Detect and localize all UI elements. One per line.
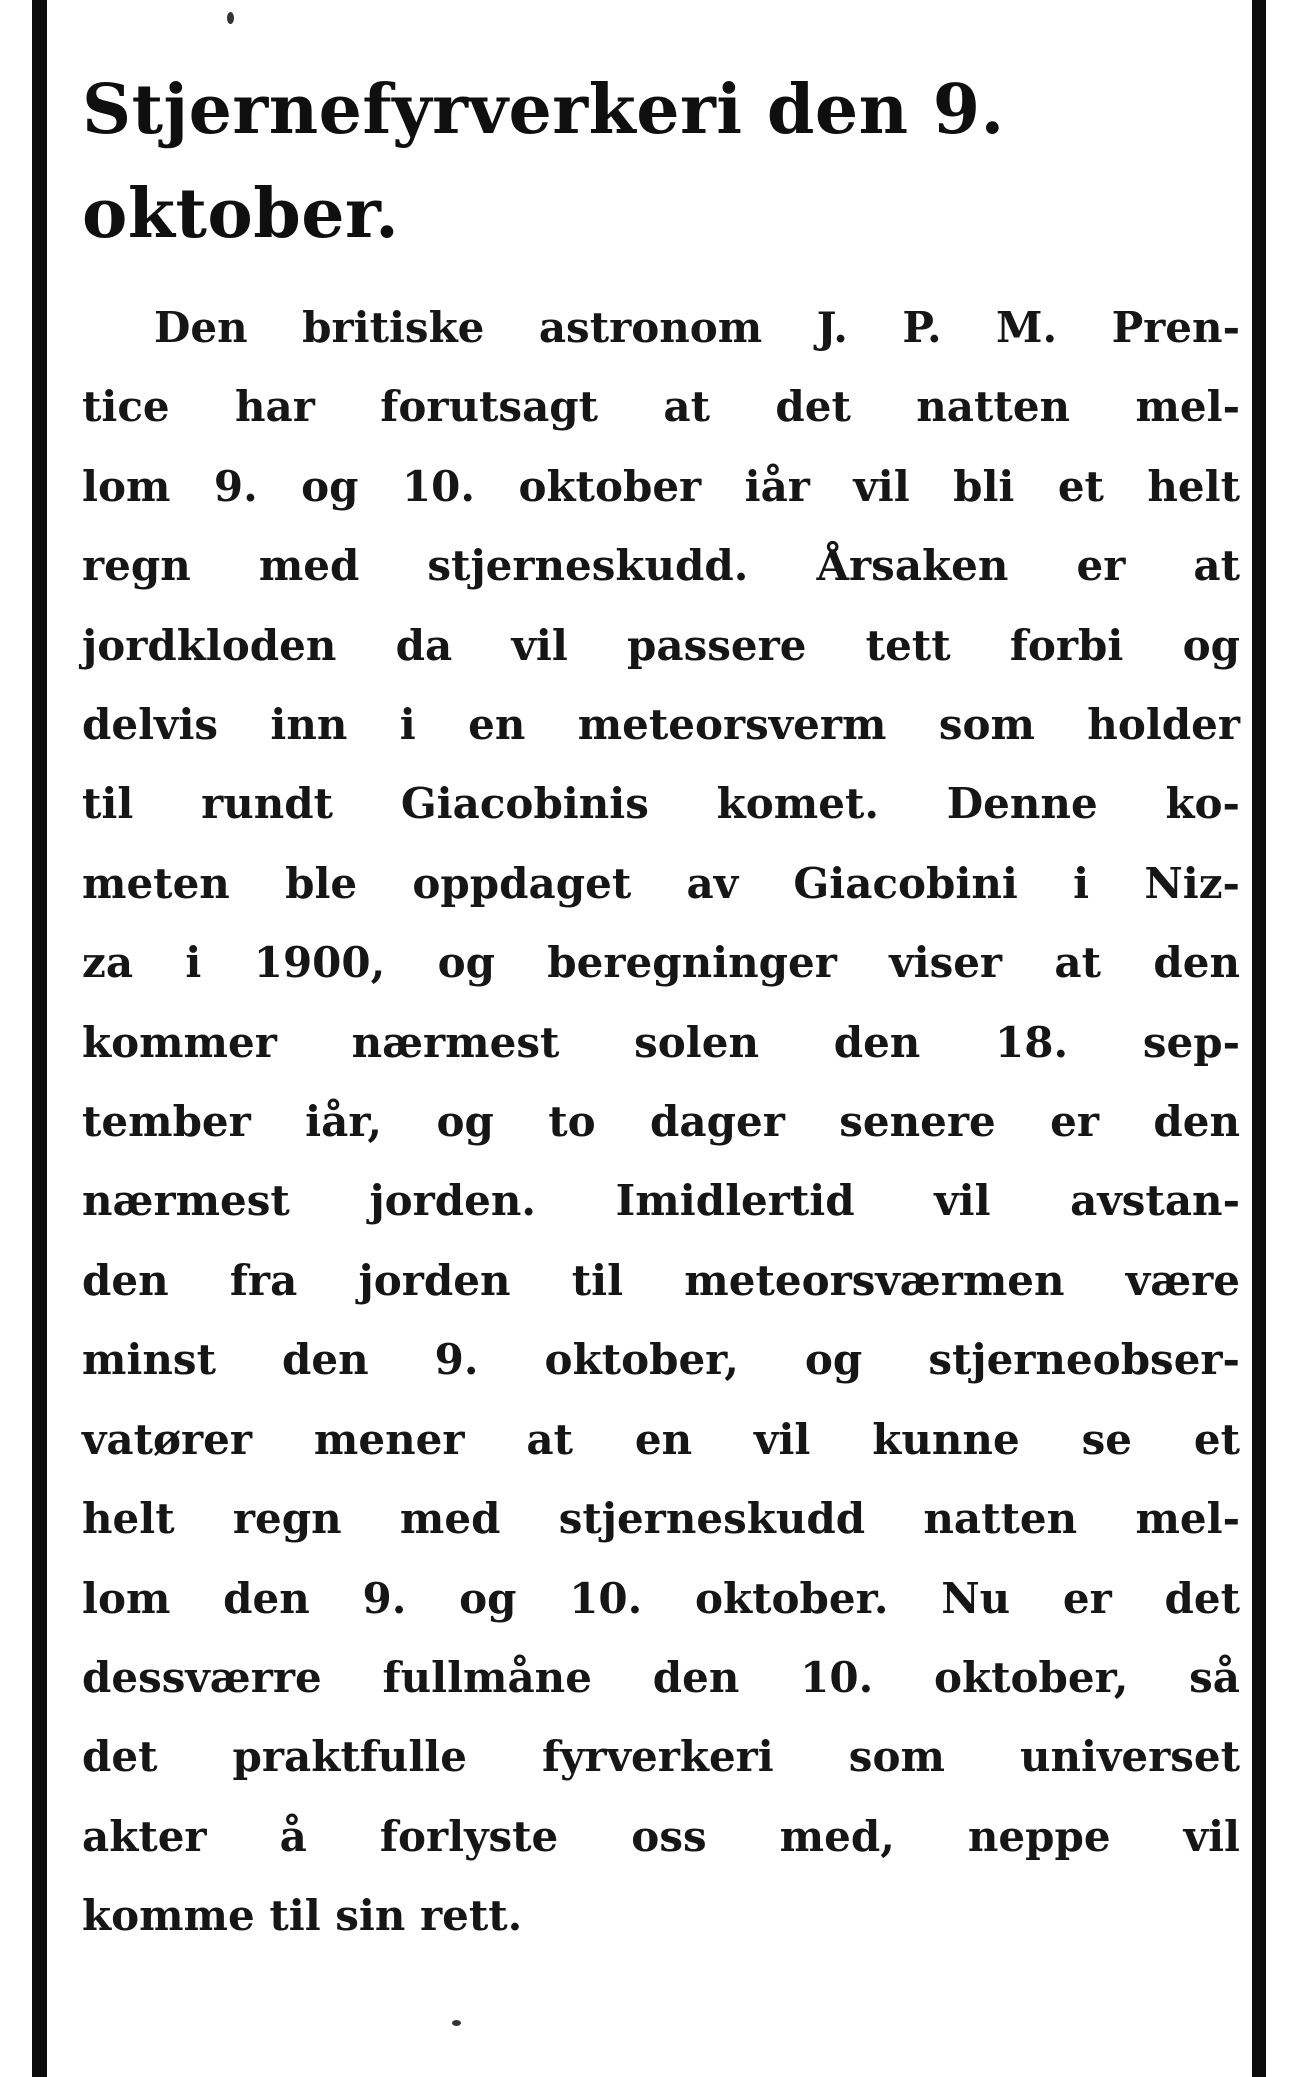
print-speck [227, 12, 234, 24]
body-line: meten ble oppdaget av Giacobini i Niz- [82, 858, 1240, 908]
body-line: minst den 9. oktober, og stjerneobser- [82, 1335, 1240, 1385]
body-line: den fra jorden til meteorsværmen være [82, 1255, 1240, 1305]
body-line: lom den 9. og 10. oktober. Nu er det [82, 1573, 1240, 1623]
body-line: delvis inn i en meteorsverm som holder [82, 700, 1240, 750]
body-line: kommer nærmest solen den 18. sep- [82, 1017, 1240, 1067]
headline-line: Stjernefyrverkeri den 9. [82, 70, 1005, 150]
column-rule-left [32, 0, 47, 2077]
body-line: dessværre fullmåne den 10. oktober, så [82, 1652, 1240, 1702]
body-line: za i 1900, og beregninger viser at den [82, 938, 1240, 988]
body-line: til rundt Giacobinis komet. Denne ko- [82, 779, 1240, 829]
body-line: Den britiske astronom J. P. M. Pren- [154, 303, 1240, 352]
article-headline [82, 58, 1240, 266]
body-line: vatører mener at en vil kunne se et [82, 1414, 1240, 1464]
print-speck [452, 2020, 461, 2026]
body-line: tember iår, og to dager senere er den [82, 1097, 1240, 1147]
body-line: akter å forlyste oss med, neppe vil [82, 1811, 1240, 1861]
body-line: nærmest jorden. Imidlertid vil avstan- [82, 1176, 1240, 1226]
body-line: tice har forutsagt at det natten mel- [82, 382, 1240, 432]
body-line: det praktfulle fyrverkeri som universet [82, 1732, 1240, 1782]
newspaper-article [82, 58, 1240, 1956]
body-line: jordkloden da vil passere tett forbi og [82, 620, 1240, 670]
article-body [82, 288, 1240, 1956]
headline-line: oktober. [82, 174, 400, 254]
body-line: lom 9. og 10. oktober iår vil bli et helt [82, 461, 1240, 511]
body-line: helt regn med stjerneskudd natten mel- [82, 1494, 1240, 1544]
body-line: komme til sin rett. [82, 1891, 523, 1941]
body-line: regn med stjerneskudd. Årsaken er at [82, 541, 1240, 591]
column-rule-right [1252, 0, 1266, 2077]
